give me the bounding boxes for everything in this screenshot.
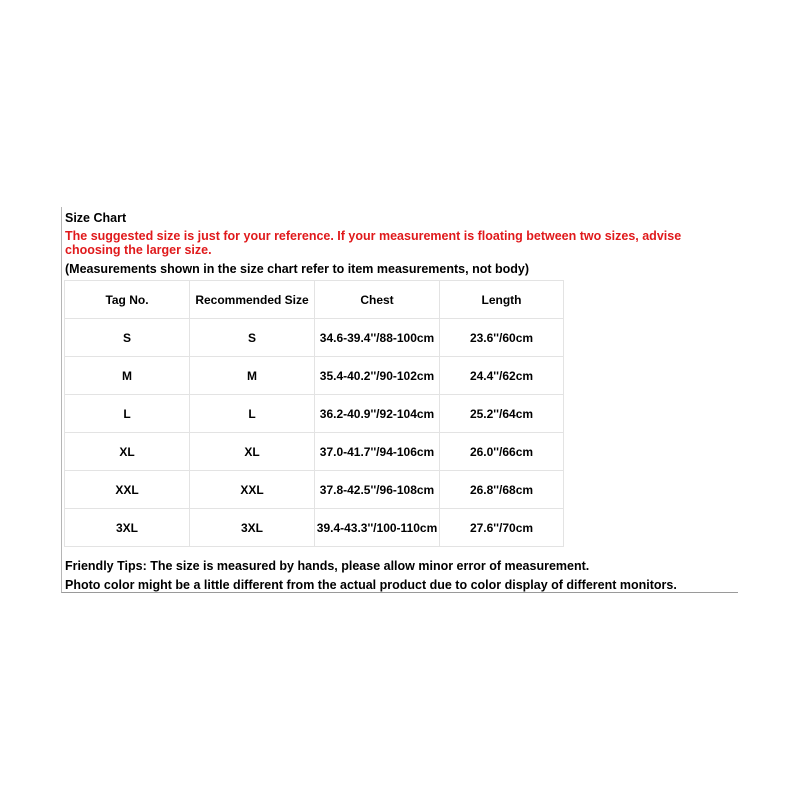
cell-recommended: S [190,319,315,357]
measurement-note: (Measurements shown in the size chart refer to item measurements, not body) [65,262,529,276]
cell-chest: 37.0-41.7''/94-106cm [315,433,440,471]
header-chest: Chest [315,281,440,319]
size-advice-warning: The suggested size is just for your reference. If your measurement is floating between two sizes, advise choosing the larger size. [65,229,682,257]
cell-recommended: L [190,395,315,433]
cell-chest: 39.4-43.3''/100-110cm [315,509,440,547]
cell-tag: XXL [65,471,190,509]
table-row [65,433,564,471]
cell-recommended: XL [190,433,315,471]
cell-chest: 36.2-40.9''/92-104cm [315,395,440,433]
header-tag-no: Tag No. [65,281,190,319]
friendly-tips: Friendly Tips: The size is measured by hands, please allow minor error of measurement. [65,559,590,573]
cell-length: 26.0''/66cm [440,433,564,471]
size-chart-panel [61,207,738,593]
table-row [65,471,564,509]
cell-recommended: 3XL [190,509,315,547]
table-header-row [65,281,564,319]
cell-tag: M [65,357,190,395]
table-row [65,357,564,395]
cell-tag: XL [65,433,190,471]
cell-chest: 35.4-40.2''/90-102cm [315,357,440,395]
photo-color-note: Photo color might be a little different from the actual product due to color display of different monitors. [65,578,677,592]
cell-tag: L [65,395,190,433]
cell-recommended: XXL [190,471,315,509]
size-chart-title: Size Chart [65,211,127,225]
cell-chest: 34.6-39.4''/88-100cm [315,319,440,357]
cell-chest: 37.8-42.5''/96-108cm [315,471,440,509]
cell-length: 27.6''/70cm [440,509,564,547]
cell-length: 23.6''/60cm [440,319,564,357]
cell-length: 25.2''/64cm [440,395,564,433]
cell-length: 26.8''/68cm [440,471,564,509]
table-row [65,395,564,433]
table-row [65,509,564,547]
cell-tag: S [65,319,190,357]
header-length: Length [440,281,564,319]
cell-length: 24.4''/62cm [440,357,564,395]
cell-recommended: M [190,357,315,395]
cell-tag: 3XL [65,509,190,547]
size-table [64,280,564,547]
header-recommended-size: Recommended Size [190,281,315,319]
table-row [65,319,564,357]
